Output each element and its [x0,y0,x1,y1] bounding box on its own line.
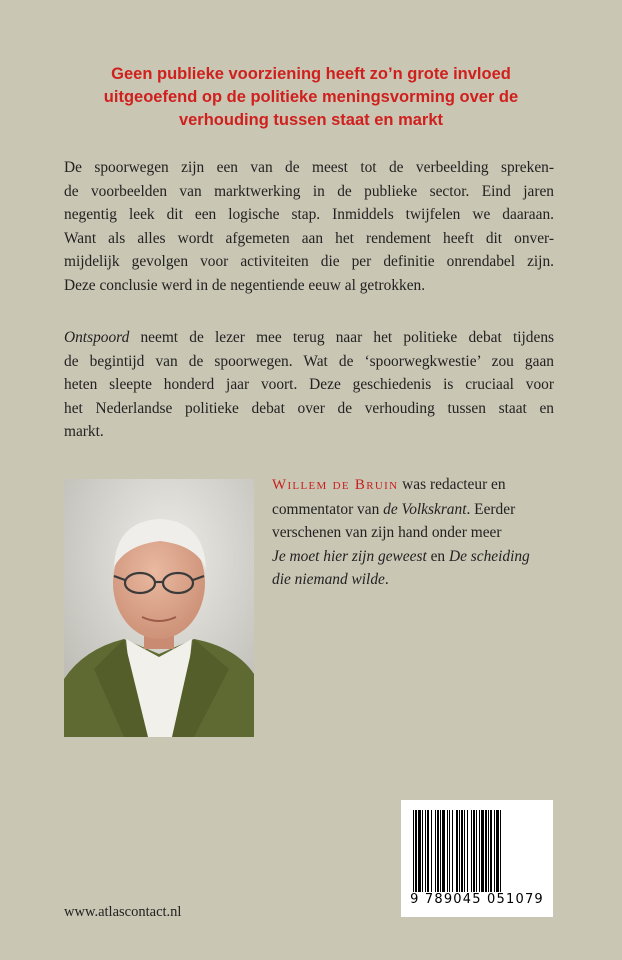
book-title: die niemand wilde [272,571,385,588]
barcode [401,800,553,917]
tagline-line: uitgeoefend op de politieke meningsvorming over de [103,88,519,106]
paragraph-line: markt. [64,423,104,440]
paragraph-line: Want als alles wordt afgemeten aan het rendement heeft dit onver- [64,229,554,247]
paragraph-line: negentig leek dit een logische stap. Inmiddels twijfelen we daaraan. [64,206,554,223]
bio-line [272,473,554,498]
bio-text: commentator van [272,500,384,518]
book-title: Je moet hier zijn geweest [272,547,427,565]
author-bio [272,473,554,592]
isbn-number: 9 789045 051079 [410,892,544,907]
bio-line: verschenen van zijn hand onder meer [272,524,502,541]
author-photo [64,479,254,737]
bio-line [272,498,554,522]
bio-text: . Eerder [466,500,516,518]
paragraph-line: heten sleepte honderd jaar voort. Deze geschiedenis is cruciaal voor [64,376,554,393]
paragraph-line [64,326,554,350]
bio-line [272,545,554,569]
newspaper-title: de Volkskrant [383,500,467,518]
tagline [100,63,522,132]
bio-text: en [426,547,449,565]
paragraph-text: neemt de lezer mee terug naar het politieke debat tijdens [129,329,554,346]
paragraph-line: het Nederlandse politieke debat over de verhouding tussen staat en [64,399,554,417]
bio-line [272,568,554,592]
book-title: Ontspoord [64,329,130,346]
paragraph-line: mijdelijk gevolgen voor activiteiten die per definitie onrendabel zijn. [64,253,554,270]
barcode-bars [411,810,543,892]
author-name: Willem de Bruin [272,477,399,493]
paragraph-line: de voorbeelden van marktwerking in de publieke sector. Eind jaren [64,182,554,200]
bio-text: was redacteur en [398,476,506,493]
tagline-line: Geen publieke voorziening heeft zo’n grote invloed [111,65,511,83]
publisher-website[interactable]: www.atlascontact.nl [64,904,182,920]
bio-text: . [384,571,389,588]
description-paragraph-2 [64,326,554,444]
description-paragraph-1 [64,156,554,297]
tagline-line: verhouding tussen staat en markt [178,111,444,129]
paragraph-line: Deze conclusie werd in de negentiende eeuw al getrokken. [64,276,426,294]
paragraph-line: de begintijd van de spoorwegen. Wat de ‘spoorwegkwestie’ zou gaan [64,352,554,370]
paragraph-line: De spoorwegen zijn een van de meest tot de verbeelding spreken- [64,159,554,176]
book-title: De scheiding [448,547,530,565]
